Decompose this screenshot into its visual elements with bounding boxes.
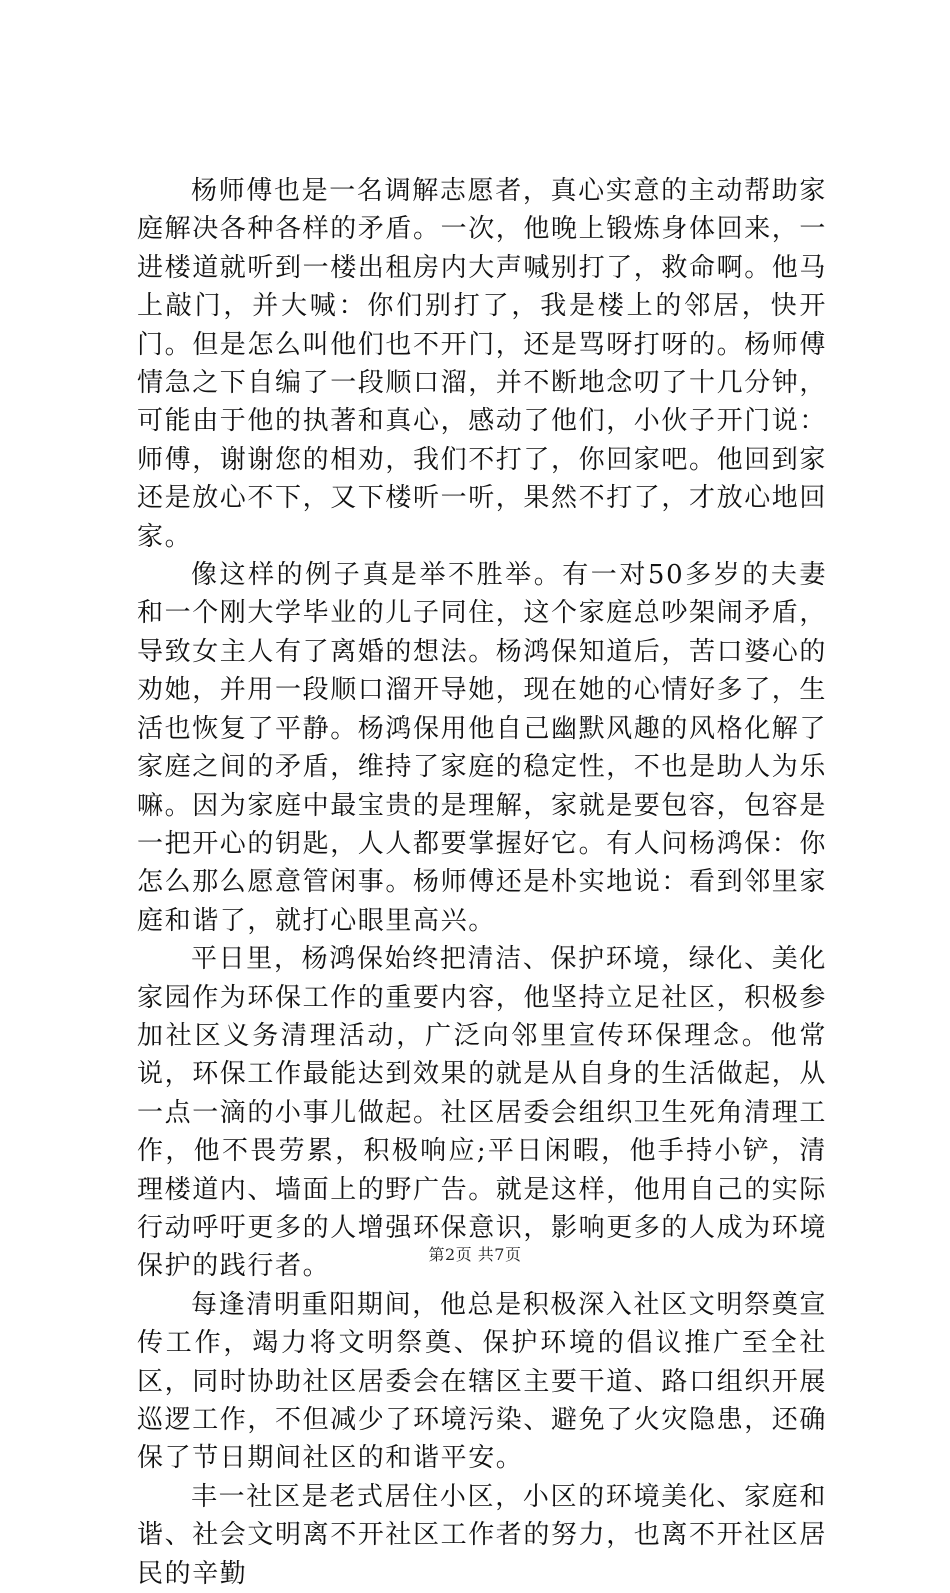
paragraph: 平日里，杨鸿保始终把清洁、保护环境，绿化、美化家园作为环保工作的重要内容，他坚持立足社区，积极参加社区义务清理活动，广泛向邻里宣传环保理念。他常说，环保工作最能达到效果的就是从自身的生活做起，从一点一滴的小事儿做起。社区居委会组织卫生死角清理工作，他不畏劳累，积极响应;平日闲暇，他手持小铲，清理楼道内、墙面上的野广告。就是这样，他用自己的实际行动呼吁更多的人增强环保意识，影响更多的人成为环境保护的践行者。: [137, 944, 828, 1282]
page-number-footer: 第2页 共7页: [428, 1245, 522, 1264]
paragraph: 像这样的例子真是举不胜举。有一对50多岁的夫妻和一个刚大学毕业的儿子同住，这个家庭总吵架闹矛盾，导致女主人有了离婚的想法。杨鸿保知道后，苦口婆心的劝她，并用一段顺口溜开导她，现在她的心情好多了，生活也恢复了平静。杨鸿保用他自己幽默风趣的风格化解了家庭之间的矛盾，维持了家庭的稳定性，不也是助人为乐嘛。因为家庭中最宝贵的是理解，家就是要包容，包容是一把开心的钥匙，人人都要掌握好它。有人问杨鸿保：你怎么那么愿意管闲事。杨师傅还是朴实地说：看到邻里家庭和谐了，就打心眼里高兴。: [137, 560, 828, 936]
document-body: [137, 172, 827, 1593]
paragraph: 每逢清明重阳期间，他总是积极深入社区文明祭奠宣传工作，竭力将文明祭奠、保护环境的倡议推广至全社区，同时协助社区居委会在辖区主要干道、路口组织开展巡逻工作，不但减少了环境污染、避免了火灾隐患，还确保了节日期间社区的和谐平安。: [137, 1289, 828, 1474]
paragraph: 杨师傅也是一名调解志愿者，真心实意的主动帮助家庭解决各种各样的矛盾。一次，他晚上锻炼身体回来，一进楼道就听到一楼出租房内大声喊别打了，救命啊。他马上敲门，并大喊：你们别打了，我是楼上的邻居，快开门。但是怎么叫他们也不开门，还是骂呀打呀的。杨师傅情急之下自编了一段顺口溜，并不断地念叨了十几分钟，可能由于他的执著和真心，感动了他们，小伙子开门说：师傅，谢谢您的相劝，我们不打了，你回家吧。他回到家还是放心不下，又下楼听一听，果然不打了，才放心地回家。: [137, 176, 828, 552]
paragraph: 丰一社区是老式居住小区，小区的环境美化、家庭和谐、社会文明离不开社区工作者的努力，也离不开社区居民的辛勤: [137, 1481, 828, 1589]
